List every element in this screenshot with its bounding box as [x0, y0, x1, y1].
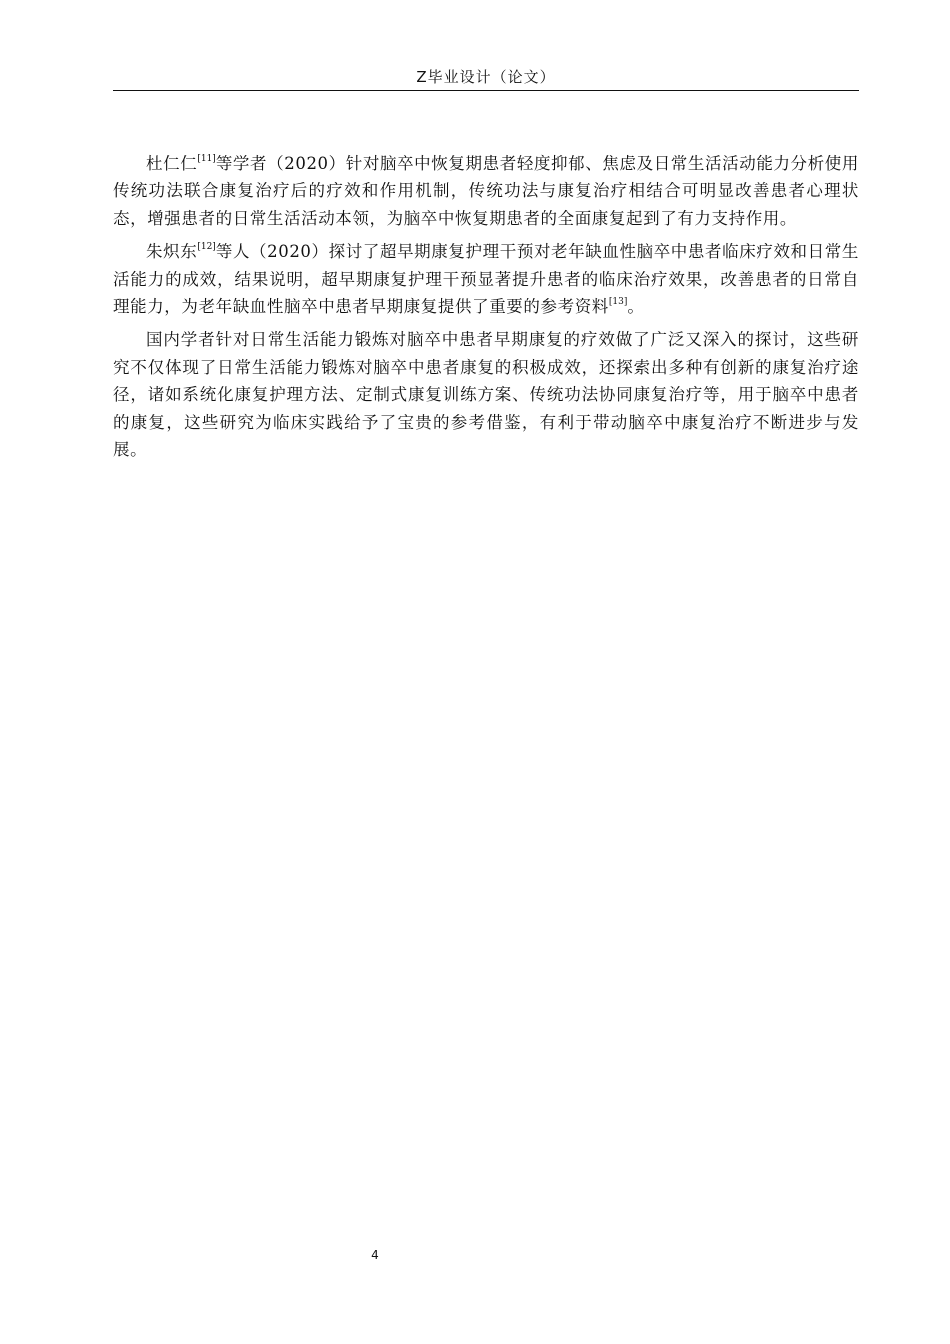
paragraph-2-author: 朱炽东 — [146, 242, 198, 262]
paragraph-2-text: 等人（2020）探讨了超早期康复护理干预对老年缺血性脑卒中患者临床疗效和日常生活能力的成效，结果说明，超早期康复护理干预显著提升患者的临床治疗效果，改善患者的日常自理能力，为老年缺血性脑卒中患者早期康复提供了重要的参考资料 — [113, 242, 859, 317]
paragraph-3 — [113, 326, 859, 463]
header-rule — [113, 90, 859, 91]
citation-12: [12] — [197, 242, 216, 253]
citation-13: [13] — [608, 296, 628, 307]
page-number: 4 — [371, 1248, 379, 1262]
running-header — [113, 64, 859, 90]
paragraph-1-text: 等学者（2020）针对脑卒中恢复期患者轻度抑郁、焦虑及日常生活活动能力分析使用传统功法联合康复治疗后的疗效和作用机制，传统功法与康复治疗相结合可明显改善患者心理状态，增强患者的日常生活活动本领，为脑卒中恢复期患者的全面康复起到了有力支持作用。 — [113, 154, 859, 228]
paragraph-1-author: 杜仁仁 — [146, 154, 198, 173]
paragraph-3-text: 国内学者针对日常生活能力锻炼对脑卒中患者早期康复的疗效做了广泛又深入的探讨，这些研究不仅体现了日常生活能力锻炼对脑卒中患者康复的积极成效，还探索出多种有创新的康复治疗途径，诸如系统化康复护理方法、定制式康复训练方案、传统功法协同康复治疗等，用于脑卒中患者的康复，这些研究为临床实践给予了宝贵的参考借鉴，有利于带动脑卒中康复治疗不断进步与发展。 — [113, 330, 859, 460]
paragraph-2-end: 。 — [627, 297, 645, 317]
citation-11: [11] — [197, 153, 216, 164]
header-title: Z毕业设计（论文） — [416, 68, 556, 86]
paragraph-2 — [113, 238, 859, 320]
body-text — [113, 150, 859, 469]
paragraph-1 — [113, 150, 859, 232]
